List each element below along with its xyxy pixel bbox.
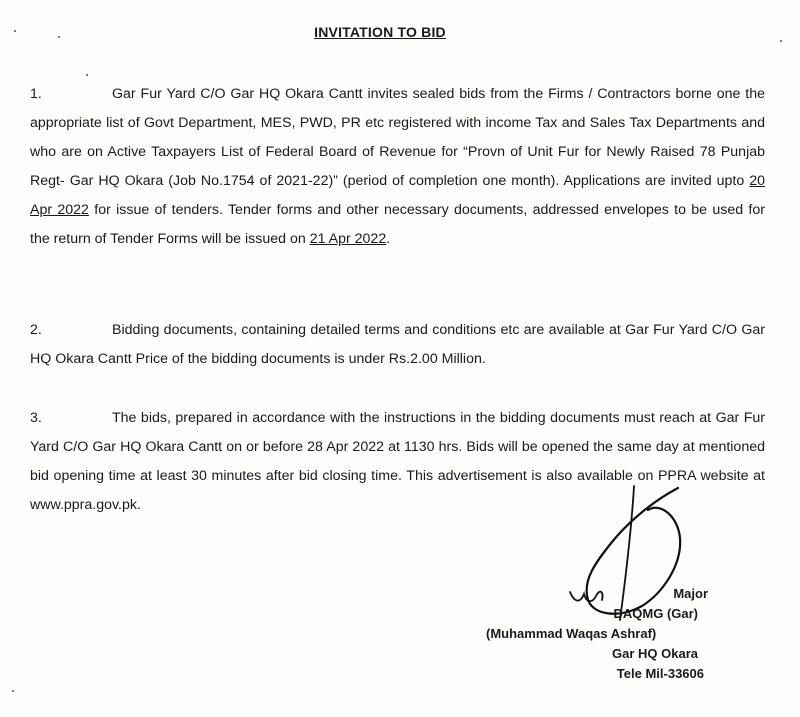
- paragraph-1: [30, 80, 765, 254]
- tender-issue-date: 21 Apr 2022: [309, 231, 387, 247]
- signatory-office: Gar HQ Okara: [612, 646, 698, 661]
- document-title: INVITATION TO BID: [314, 24, 446, 40]
- paragraph-1-text-middle: for issue of tenders. Tender forms and other necessary documents, addressed envelopes to be used for the return of Tender Forms will be issued on: [30, 202, 765, 247]
- paragraph-3-number: 3.: [30, 410, 42, 426]
- signatory-designation: DAQMG (Gar): [613, 606, 698, 621]
- signatory-name: (Muhammad Waqas Ashraf): [486, 626, 657, 641]
- paragraph-1-text-start: Gar Fur Yard C/O Gar HQ Okara Cantt invites sealed bids from the Firms / Contractors borne one the appropriate list of Govt Department, MES, PWD, PR etc registered with income Tax and Sales Tax Departments and who are on Active Taxpayers List of Federal Board of Revenue for “Provn of Unit Fur for Newly Raised 78 Punjab Regt- Gar HQ Okara (Job No.1754 of 2021-22)” (period of completion one month). Applications are invited upto: [30, 86, 765, 189]
- paragraph-2: [30, 316, 765, 374]
- application-deadline-date: 20 Apr 2022: [30, 173, 765, 218]
- signatory-rank: Major: [673, 586, 708, 601]
- paragraph-2-text: Bidding documents, containing detailed terms and conditions etc are available at Gar Fur Yard C/O Gar HQ Okara Cantt Price of the bidding documents is under Rs.2.00 Million.: [30, 322, 765, 367]
- signature-block: [486, 584, 716, 684]
- signatory-phone: Tele Mil-33606: [616, 666, 704, 681]
- paragraph-2-number: 2.: [30, 322, 42, 338]
- paragraph-1-number: 1.: [30, 86, 42, 102]
- paragraph-1-text-end: .: [386, 231, 391, 247]
- paragraph-3-text: The bids, prepared in accordance with the instructions in the bidding documents must reach at Gar Fur Yard C/O Gar HQ Okara Cantt on or before 28 Apr 2022 at 1130 hrs. Bids will be opened the same day at mentioned bid opening time at least 30 minutes after bid closing time. This advertisement is also available on PPRA website at www.ppra.gov.pk.: [30, 410, 765, 513]
